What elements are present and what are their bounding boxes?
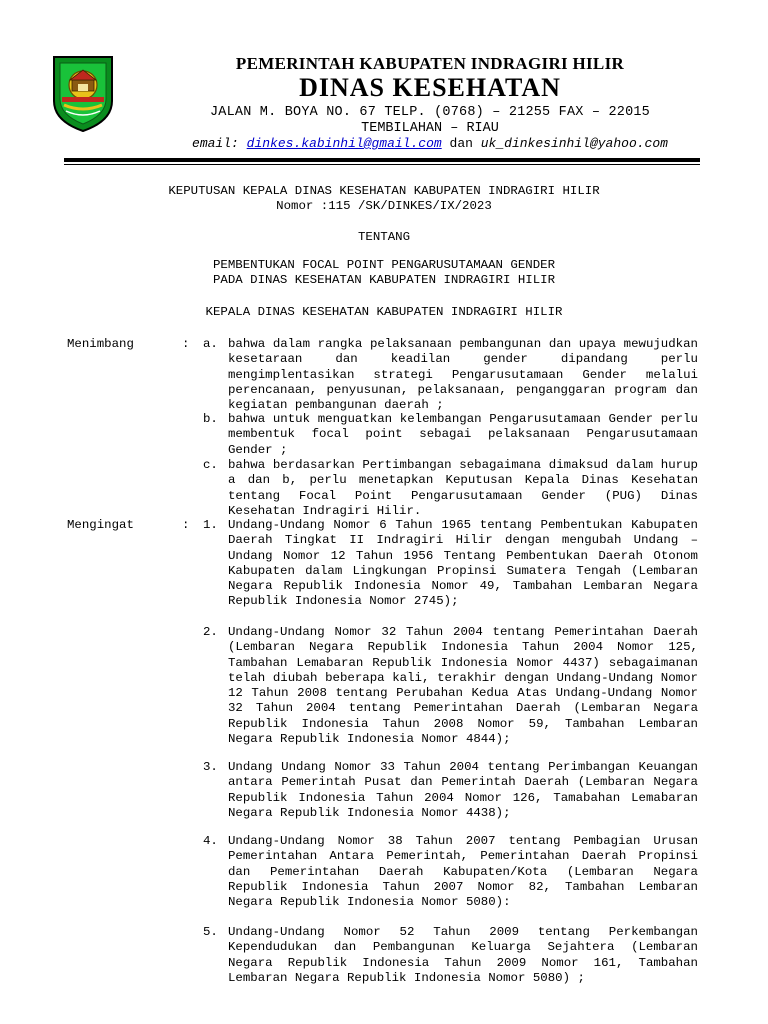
email-label: email:: [192, 136, 239, 151]
email-primary-link[interactable]: dinkes.kabinhil@gmail.com: [246, 136, 442, 151]
menimbang-item-marker: b.: [203, 412, 218, 426]
email-joiner: dan: [449, 136, 473, 151]
contact-email-line: [130, 136, 730, 151]
mengingat-item-marker: 2.: [203, 625, 218, 639]
mengingat-colon: :: [182, 518, 190, 532]
mengingat-item-text: Undang Undang Nomor 33 Tahun 2004 tentang Perimbangan Keuangan antara Pemerintah Pusat dan Pemerintah Daerah (Lembaran Negara Republik Indonesia Tahun 2004 Nomor 126, Tamabahan Lemabaran Negara Republik Indonesia Nomor 4438);: [228, 760, 698, 820]
mengingat-label: Mengingat: [67, 518, 134, 532]
letterhead-divider-thick: [64, 158, 700, 162]
menimbang-item-text: bahwa berdasarkan Pertimbangan sebagaimana dimaksud dalam hurup a dan b, perlu menetapkan Keputusan Kepala Dinas Kesehatan tentang Focal Point Pengarusutamaan Gender (PUG) Dinas Kesehatan Indragiri Hilir.: [228, 458, 698, 518]
mengingat-item-marker: 5.: [203, 925, 218, 939]
menimbang-colon: :: [182, 337, 190, 351]
decree-subject-line2: PADA DINAS KESEHATAN KABUPATEN INDRAGIRI HILIR: [212, 273, 556, 287]
office-city: TEMBILAHAN – RIAU: [361, 121, 499, 136]
mengingat-item-marker: 4.: [203, 834, 218, 848]
mengingat-item-text: Undang-Undang Nomor 38 Tahun 2007 tentang Pembagian Urusan Pemerintahan Antara Pemerintah, Pemerintahan Daerah Propinsi dan Pemerintahan Daerah Kabupaten/Kota (Lembaran Negara Republik Indonesia Tahun 2007 Nomor 82, Tambahan Lembaran Negara Republik Indonesia Nomor 5080):: [228, 834, 698, 910]
email-secondary: uk_dinkesinhil@yahoo.com: [480, 136, 668, 151]
mengingat-item-text: Undang-Undang Nomor 32 Tahun 2004 tentang Pemerintahan Daerah (Lembaran Negara Republik Indonesia Tahun 2004 Nomor 125, Tambahan Lemabaran Republik Indonesia Nomor 4437) sebagaimanan telah diubah beberapa kali, terakhir dengan Undang-Undang Nomor 12 Tahun 2008 tentang Perubahan Kedua Atas Undang-Undang Nomor 32 Tahun 2004 tentang Pemerintahan Daerah (Lembaran Negara Republik Indonesia Tahun 2008 Nomor 59, Tambahan Lembaran Negara Republik Indonesia Nomor 4844);: [228, 625, 698, 747]
decree-issuer: KEPALA DINAS KESEHATAN KABUPATEN INDRAGIRI HILIR: [205, 305, 563, 319]
regency-emblem-logo: [50, 53, 116, 133]
menimbang-item-text: bahwa dalam rangka pelaksanaan pembangunan dan upaya mewujudkan kesetaraan dan keadilan gender dipandang perlu mengimplentasikan strategi Pengarusutamaan Gender melalui perencanaan, penyusunan, pelaksanaan, penganggaran program dan kegiatan pembangunan daerah ;: [228, 337, 698, 413]
menimbang-item-marker: a.: [203, 337, 218, 351]
department-name: DINAS KESEHATAN: [299, 73, 561, 102]
mengingat-item-text: Undang-Undang Nomor 6 Tahun 1965 tentang Pembentukan Kabupaten Daerah Tingkat II Indragiri Hilir dengan mengubah Undang – Undang Nomor 12 Tahun 1956 Tentang Pembentukan Daerah Otonom Kabupaten dalam Lingkungan Propinsi Sumatera Tengah (Lembaran Negara Republik Indonesia Nomor 49, Tambahan Lembaran Negara Republik Indonesia Nomor 2745);: [228, 518, 698, 609]
decree-number: Nomor :115 /SK/DINKES/IX/2023: [276, 199, 492, 213]
mengingat-item-marker: 3.: [203, 760, 218, 774]
decree-about: TENTANG: [357, 230, 411, 244]
mengingat-item-text: Undang-Undang Nomor 52 Tahun 2009 tentang Perkembangan Kependudukan dan Pembangunan Keluarga Sejahtera (Lembaran Negara Republik Indonesia Tahun 2009 Nomor 161, Tambahan Lembaran Negara Republik Indonesia Nomor 5080) ;: [228, 925, 698, 985]
government-name: PEMERINTAH KABUPATEN INDRAGIRI HILIR: [235, 54, 625, 73]
menimbang-item-marker: c.: [203, 458, 218, 472]
decree-title: KEPUTUSAN KEPALA DINAS KESEHATAN KABUPATEN INDRAGIRI HILIR: [168, 184, 600, 198]
menimbang-label: Menimbang: [67, 337, 134, 351]
decree-subject-line1: PEMBENTUKAN FOCAL POINT PENGARUSUTAMAAN GENDER: [212, 258, 556, 272]
mengingat-item-marker: 1.: [203, 518, 218, 532]
menimbang-item-text: bahwa untuk menguatkan kelembangan Pengarusutamaan Gender perlu membentuk focal point sebagai pelaksanaan Pengarusutamaan Gender ;: [228, 412, 698, 457]
letterhead-divider-thin: [64, 164, 700, 165]
office-address: JALAN M. BOYA NO. 67 TELP. (0768) – 21255 FAX – 22015: [210, 105, 650, 120]
